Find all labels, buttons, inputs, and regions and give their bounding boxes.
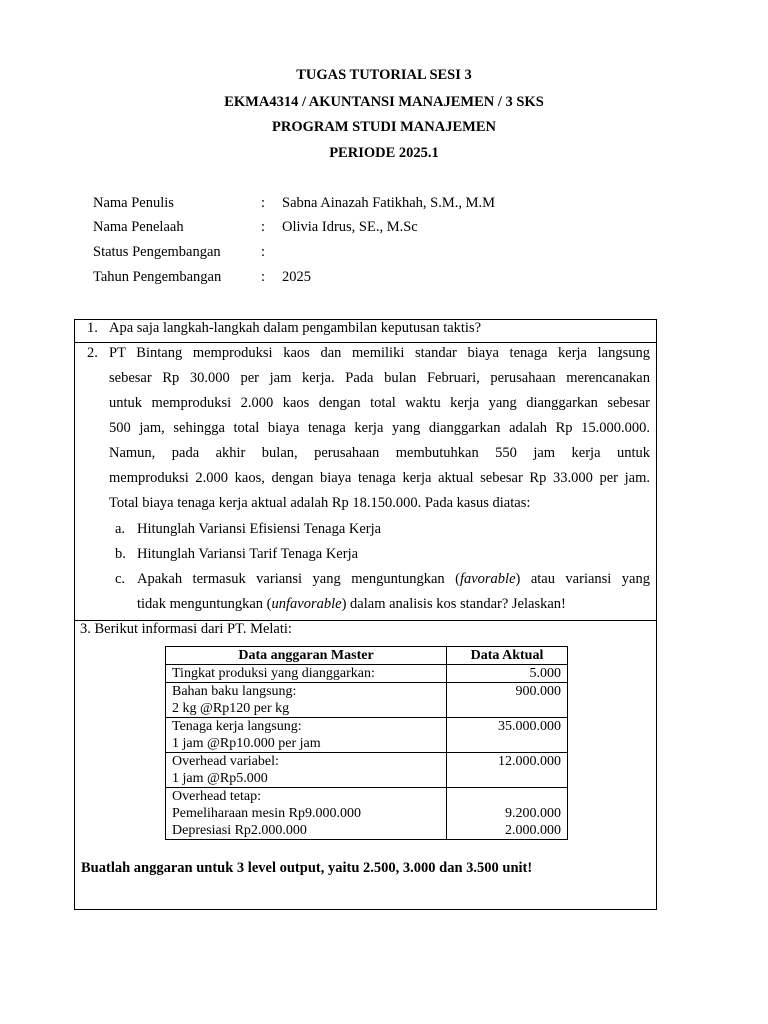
table-cell-value: 35.000.000 (447, 718, 568, 753)
question-2-line: PT Bintang memproduksi kaos dan memiliki standar biaya tenaga kerja langsung (109, 345, 650, 361)
questions-box (74, 319, 657, 910)
question-2-line: sebesar Rp 30.000 per jam kerja. Pada bulan Februari, perusahaan merencanakan (109, 370, 650, 386)
question-2-line: Namun, pada akhir bulan, perusahaan membutuhkan 550 jam kerja untuk (109, 445, 650, 461)
table-cell-value: 5.000 (447, 665, 568, 683)
table-cell-label: Bahan baku langsung: 2 kg @Rp120 per kg (166, 683, 447, 718)
table-row (166, 753, 568, 788)
table-cell-label: Overhead variabel: 1 jam @Rp5.000 (166, 753, 447, 788)
sub-question-b-letter: b. (115, 546, 126, 562)
meta-value-penelaah: Olivia Idrus, SE., M.Sc (282, 219, 418, 235)
meta-label-penelaah: Nama Penelaah (93, 219, 184, 235)
sub-question-c-line-2: tidak menguntungkan (unfavorable) dalam analisis kos standar? Jelaskan! (137, 596, 566, 612)
sub-question-b-text: Hitunglah Variansi Tarif Tenaga Kerja (137, 546, 359, 562)
sub-question-a-text: Hitunglah Variansi Efisiensi Tenaga Kerja (137, 521, 382, 537)
title-line-4: PERIODE 2025.1 (329, 145, 439, 161)
meta-value-tahun: 2025 (282, 269, 311, 285)
column-header: Data anggaran Master (166, 647, 447, 665)
row-divider (75, 342, 656, 343)
meta-label-status: Status Pengembangan (93, 244, 221, 260)
table-cell-value: 900.000 (447, 683, 568, 718)
question-2-line: untuk memproduksi 2.000 kaos dengan total waktu kerja yang dianggarkan sebesar (109, 395, 650, 411)
table-header-row (166, 647, 568, 665)
meta-colon: : (261, 219, 266, 235)
table-row (166, 788, 568, 840)
title-line-1: TUGAS TUTORIAL SESI 3 (296, 67, 472, 83)
table-row (166, 718, 568, 753)
sub-question-c-letter: c. (115, 571, 126, 587)
column-header: Data Aktual (447, 647, 568, 665)
question-2-line: 500 jam, sehingga total biaya tenaga kerja yang dianggarkan adalah Rp 15.000.000. (109, 420, 650, 436)
question-1-number: 1. (87, 320, 98, 336)
meta-label-penulis: Nama Penulis (93, 195, 174, 211)
table-cell-value: 9.200.000 2.000.000 (447, 788, 568, 840)
question-2-number: 2. (87, 345, 98, 361)
meta-label-tahun: Tahun Pengembangan (93, 269, 222, 285)
sub-question-a-letter: a. (115, 521, 126, 537)
sub-question-c-line-1: Apakah termasuk variansi yang menguntungkan (favorable) atau variansi yang (137, 571, 650, 587)
budget-table (165, 646, 568, 840)
table-cell-label: Overhead tetap: Pemeliharaan mesin Rp9.000.000 Depresiasi Rp2.000.000 (166, 788, 447, 840)
table-cell-label: Tenaga kerja langsung: 1 jam @Rp10.000 per jam (166, 718, 447, 753)
meta-colon: : (261, 269, 266, 285)
title-line-3: PROGRAM STUDI MANAJEMEN (272, 119, 496, 135)
question-2-line: Total biaya tenaga kerja aktual adalah Rp 18.150.000. Pada kasus diatas: (109, 495, 531, 511)
meta-colon: : (261, 195, 266, 211)
meta-value-penulis: Sabna Ainazah Fatikhah, S.M., M.M (282, 195, 496, 211)
question-3-instruction: Buatlah anggaran untuk 3 level output, yaitu 2.500, 3.000 dan 3.500 unit! (81, 860, 533, 876)
table-row (166, 665, 568, 683)
question-2-line: memproduksi 2.000 kaos, dengan biaya tenaga kerja aktual sebesar Rp 33.000 per jam. (109, 470, 650, 486)
question-3-intro: 3. Berikut informasi dari PT. Melati: (80, 621, 292, 637)
title-line-2: EKMA4314 / AKUNTANSI MANAJEMEN / 3 SKS (224, 94, 544, 110)
meta-colon: : (261, 244, 266, 260)
table-row (166, 683, 568, 718)
table-cell-value: 12.000.000 (447, 753, 568, 788)
table-cell-label: Tingkat produksi yang dianggarkan: (166, 665, 447, 683)
question-1-text: Apa saja langkah-langkah dalam pengambilan keputusan taktis? (109, 320, 482, 336)
